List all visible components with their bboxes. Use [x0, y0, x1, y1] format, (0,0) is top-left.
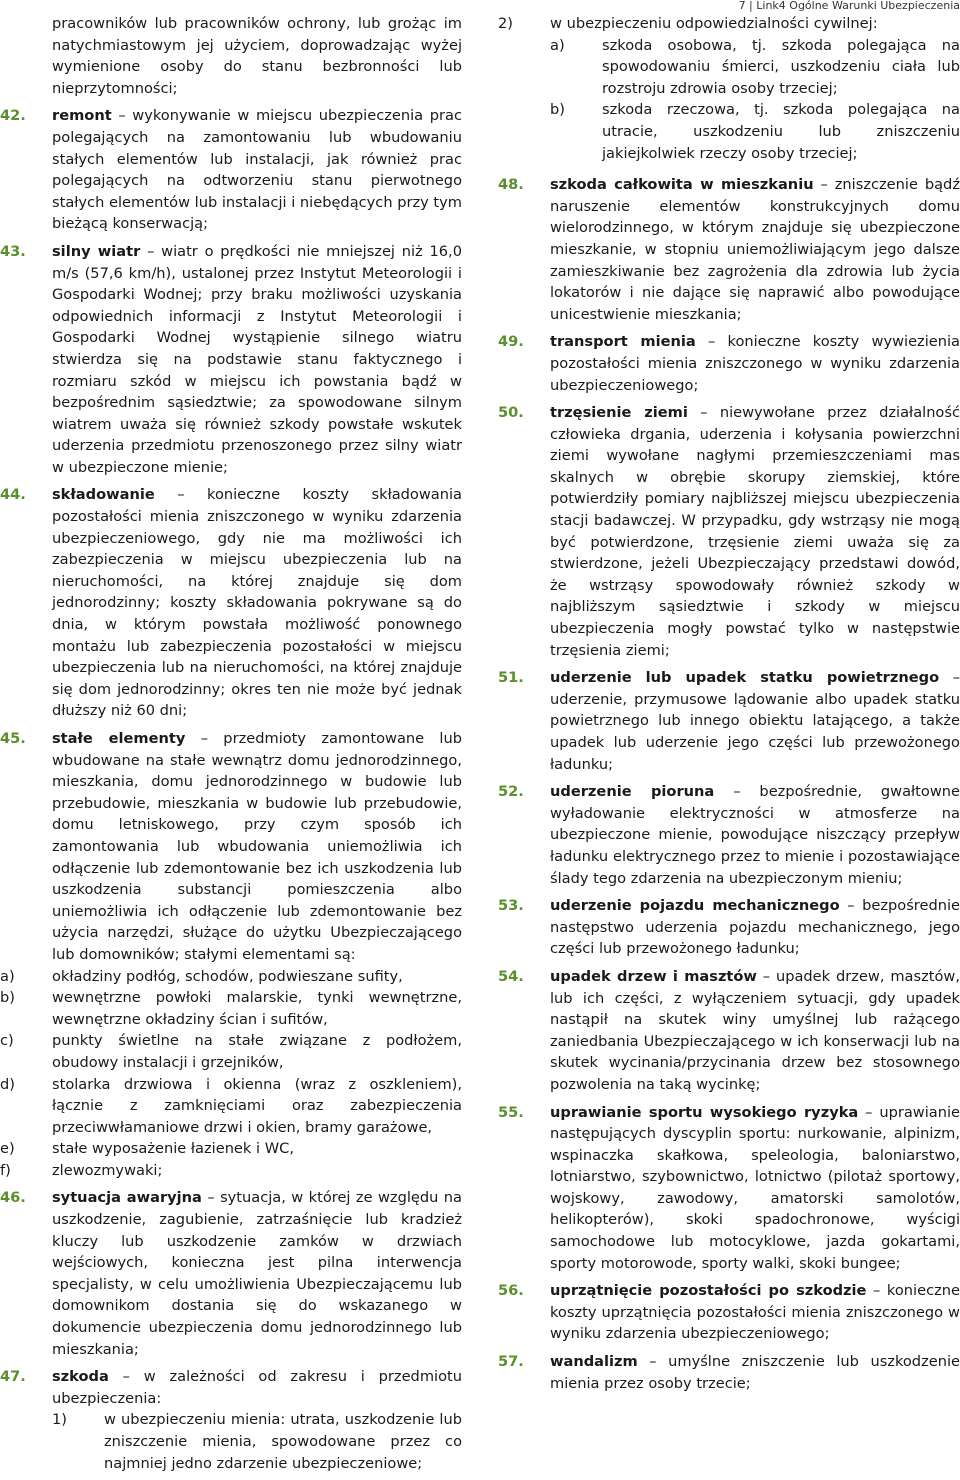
definition-45 — [0, 728, 462, 1181]
definition-text: – zniszczenie bądź naruszenie elementów konstrukcyjnych domu wielorodzinnego, w którym znajduje się ubezpieczone mieszkanie, w stopniu uniemożliwiającym jego dalsze zamieszkiwanie bez zagrożenia dla zdrowia lub życia lokatorów i nie dające się naprawić albo powodujące unicestwienie mieszkania; — [550, 176, 960, 323]
definition-43 — [0, 241, 462, 479]
definition-number: 48. — [498, 176, 524, 194]
definition-text: – konieczne koszty wywiezienia pozostałości mienia zniszczonego w wyniku zdarzenia ubezpieczeniowego; — [550, 333, 960, 394]
list-text: okładziny podłóg, schodów, podwieszane sufity, — [52, 967, 403, 985]
right-column — [498, 13, 960, 1400]
definition-56 — [498, 1280, 960, 1345]
list-item — [0, 987, 462, 1030]
definition-50 — [498, 402, 960, 661]
definition-term: remont — [52, 107, 112, 125]
list-label: 2) — [498, 15, 513, 32]
definition-text: – umyślne zniszczenie lub uszkodzenie mienia przez osoby trzecie; — [550, 1353, 960, 1392]
definition-text: – konieczne koszty składowania pozostałości mienia zniszczonego w wyniku zdarzenia ubezpieczeniowego, gdy nie ma możliwości ich zabezpieczenia w miejscu ubezpieczenia lub na nieruchomości, na której znajduje się dom jednorodzinny; koszty składowania pokrywane są do dnia, w którym powstała możliwość ponownego montażu lub zabezpieczenia pozostałości w miejscu ubezpieczenia lub na nieruchomości, na której znajduje się dom jednorodzinny; okres ten nie może być jednak dłuższy niż 60 dni; — [52, 486, 462, 720]
definition-text: – uderzenie, przymusowe lądowanie albo upadek statku powietrznego lub innego obiektu latającego, a także upadek lub uderzenie jego części lub przewożonego ładunku; — [550, 669, 960, 773]
list-label: c) — [0, 1032, 14, 1050]
definition-term: uderzenie pojazdu mechanicznego — [550, 897, 840, 915]
definition-48 — [498, 174, 960, 325]
definition-51 — [498, 667, 960, 775]
definition-term: transport mienia — [550, 333, 696, 351]
definition-text: pracowników lub pracowników ochrony, lub grożąc im natychmiastowym jej użyciem, doprowadzając wyżej wymienione osoby do stanu bezbronności lub nieprzytomności; — [52, 15, 462, 97]
list-text: punkty świetlne na stałe związane z podłożem, obudowy instalacji i grzejników, — [52, 1032, 462, 1071]
definition-52 — [498, 781, 960, 889]
definition-term: uderzenie lub upadek statku powietrznego — [550, 669, 940, 687]
definition-number: 44. — [0, 486, 26, 504]
definition-number: 51. — [498, 669, 524, 687]
list-item — [0, 1160, 462, 1182]
definition-text: – sytuacja, w której ze względu na uszkodzenie, zagubienie, zatrzaśnięcie lub kradzież kluczy lub uszkodzenie zamków w drzwiach wejściowych, konieczna jest pilna interwencja specjalisty, w celu umożliwienia Ubezpieczającemu lub domownikom dostania się do wskazanego w dokumencie ubezpieczenia domu jednorodzinnego lub mieszkania; — [52, 1189, 463, 1358]
page-header: 7 | Link4 Ogólne Warunki Ubezpieczenia — [738, 0, 960, 12]
definition-term: silny wiatr — [52, 242, 141, 260]
definition-term: uprawianie sportu wysokiego ryzyka — [550, 1103, 859, 1121]
list-label: b) — [550, 101, 565, 119]
list-item — [0, 966, 462, 988]
list-label: 1) — [52, 1411, 67, 1429]
definition-text: – upadek drzew, masztów, lub ich części, z wyłączeniem sytuacji, gdy upadek nastąpił na skutek winy umyślnej lub rażącego zaniedbania Ubezpieczającego w ich konserwacji lub na skutek wycinania/przycinania drzew bez stosownego pozwolenia na taką wycinkę; — [550, 967, 960, 1093]
list-text: stałe wyposażenie łazienek i WC, — [52, 1140, 294, 1158]
list-label: a) — [550, 36, 565, 54]
definition-text: – wiatr o prędkości nie mniejszej niż 16,0 m/s (57,6 km/h), ustalonej przez Instytut Meteorologii i Gospodarki Wodnej; przy braku możliwości uzyskania odpowiednich informacji z Instytut Meteorologii i Gospodarki Wodnej wystąpienie silnego wiatru stwierdza się na podstawie stanu faktycznego i rozmiaru szkód w miejscu ich powstania bądź w bezpośrednim sąsiedztwie; za spowodowane silnym wiatrem uważa się również szkody powstałe wskutek uderzenia przedmiotu przenoszonego przez silny wiatr w ubezpieczone mienie; — [52, 242, 462, 476]
definition-57 — [498, 1351, 960, 1394]
list-item — [52, 1409, 462, 1474]
definition-47 — [0, 1366, 462, 1474]
definition-number: 52. — [498, 783, 524, 801]
definition-number: 49. — [498, 333, 524, 351]
list-label: d) — [0, 1075, 15, 1093]
definition-text: – konieczne koszty uprzątnięcia pozostałości mienia zniszczonego w wyniku zdarzenia ubezpieczeniowego; — [550, 1282, 960, 1343]
definition-number: 54. — [498, 967, 524, 985]
definition-term: uprzątnięcie pozostałości po szkodzie — [550, 1282, 867, 1300]
definition-text: – w zależności od zakresu i przedmiotu ubezpieczenia: — [52, 1368, 462, 1407]
definition-53 — [498, 895, 960, 960]
definition-continuation — [0, 13, 462, 99]
definition-term: stałe elementy — [52, 730, 186, 747]
definition-44 — [0, 484, 462, 722]
list-item — [0, 1074, 462, 1139]
definition-term: składowanie — [52, 486, 155, 504]
definition-text: – uprawianie następujących dyscyplin sportu: nurkowanie, alpinizm, wspinaczka skałkowa, speleologia, baloniarstwo, lotniarstwo, szybownictwo, lotnictwo (pilotaż sportowy, wojskowy, zawodowy, amatorski samolotów, helikopterów), skoki spadochronowe, wyścigi samochodowe lub motocyklowe, jazda gokartami, sporty motorowode, sporty walki, skoki bungee; — [550, 1103, 960, 1272]
definition-number: 42. — [0, 107, 26, 125]
definition-55 — [498, 1102, 960, 1275]
definition-term: szkoda całkowita w mieszkaniu — [550, 176, 814, 194]
list-text: w ubezpieczeniu mienia: utrata, uszkodzenie lub zniszczenie mienia, spowodowane przez co najmniej jedno zdarzenie ubezpieczeniowe; — [104, 1411, 462, 1472]
list-item — [0, 1030, 462, 1073]
definition-number: 53. — [498, 897, 524, 915]
definition-number: 55. — [498, 1103, 524, 1121]
definition-term: trzęsienie ziemi — [550, 404, 688, 422]
list-label: b) — [0, 989, 15, 1007]
definition-term: uderzenie pioruna — [550, 783, 715, 801]
list-text: szkoda rzeczowa, tj. szkoda polegająca na utracie, uszkodzeniu lub zniszczeniu jakiejkolwiek rzeczy osoby trzeciej; — [602, 101, 960, 162]
definition-49 — [498, 331, 960, 396]
definition-number: 46. — [0, 1189, 26, 1207]
definition-number: 50. — [498, 404, 524, 422]
definition-number: 45. — [0, 730, 26, 747]
definition-number: 57. — [498, 1353, 524, 1371]
definition-text: – wykonywanie w miejscu ubezpieczenia prac polegających na zamontowaniu lub wbudowaniu stałych elementów lub instalacji, jak również prac polegających na odtworzeniu stanu pierwotnego stałych elementów lub instalacji i niebędących przy tym bieżącą konserwacją; — [52, 107, 462, 233]
list-label: a) — [0, 967, 15, 985]
definition-number: 56. — [498, 1282, 524, 1300]
definition-46 — [0, 1187, 462, 1360]
list-item — [0, 1138, 462, 1160]
list-item — [550, 35, 960, 100]
list-text: wewnętrzne powłoki malarskie, tynki wewnętrzne, wewnętrzne okładziny ścian i sufitów, — [52, 989, 462, 1028]
list-text: w ubezpieczeniu odpowiedzialności cywilnej: — [550, 15, 878, 32]
definition-text: – przedmioty zamontowane lub wbudowane na stałe wewnątrz domu jednorodzinnego, mieszkania, domu jednorodzinnego w budowie lub przebudowie, mieszkania w budowie lub przebudowie, domu letniskowego, przy czym sposób ich zamontowania lub wbudowania uniemożliwia ich odłączenie lub zdemontowanie bez ich uszkodzenia lub uszkodzenia substancji pomieszczenia albo uniemożliwia ich odłączenie lub zdemontowanie bez użycia narzędzi, służące do użytku Ubezpieczającego lub domowników; stałymi elementami są: — [52, 730, 462, 963]
definition-term: upadek drzew i masztów — [550, 967, 757, 985]
definition-number: 47. — [0, 1368, 26, 1386]
list-text: zlewozmywaki; — [52, 1161, 163, 1179]
definition-54 — [498, 966, 960, 1096]
list-item — [550, 99, 960, 164]
definition-text: – bezpośrednie, gwałtowne wyładowanie elektryczności w atmosferze na ubezpieczone mienie, powodujące niszczący przepływ ładunku elektrycznego przez to mienie i pozostawiające ślady tego zdarzenia na ubezpieczonym mieniu; — [550, 783, 960, 887]
definition-text: – niewywołane przez działalność człowieka drgania, uderzenia i kołysania powierzchni ziemi wywołane nagłymi przemieszczeniami mas skalnych w obrębie skorupy ziemskiej, które potwierdziły pomiary najbliższej miejscu ubezpieczenia stacji badawczej. W przypadku, gdy wstrząsy nie mogą być potwierdzone, trzęsienie ziemi uważa się za stwierdzone, jeżeli Ubezpieczający przedstawi dowód, że wstrząsy spowodowały również szkody w najbliższym sąsiedztwie i szkody w miejscu ubezpieczenia mogły powstać tylko w następstwie trzęsienia ziemi; — [550, 404, 960, 659]
list-label: f) — [0, 1161, 11, 1179]
list-text: szkoda osobowa, tj. szkoda polegająca na spowodowaniu śmierci, uszkodzeniu ciała lub rozstroju zdrowia osoby trzeciej; — [602, 36, 960, 97]
definition-term: sytuacja awaryjna — [52, 1189, 202, 1207]
list-text: stolarka drzwiowa i okienna (wraz z oszkleniem), łącznie z zamknięciami oraz zabezpieczenia przeciwwłamaniowe drzwi i okien, bramy garażowe, — [52, 1075, 462, 1136]
definition-number: 43. — [0, 242, 26, 260]
left-column — [0, 13, 462, 1480]
definition-term: szkoda — [52, 1368, 109, 1386]
definition-term: wandalizm — [550, 1353, 638, 1371]
definition-42 — [0, 105, 462, 235]
list-label: e) — [0, 1140, 15, 1158]
definition-continuation — [498, 13, 960, 164]
definition-text: – bezpośrednie następstwo uderzenia pojazdu mechanicznego, jego części lub przewożonego ładunku; — [550, 897, 960, 958]
